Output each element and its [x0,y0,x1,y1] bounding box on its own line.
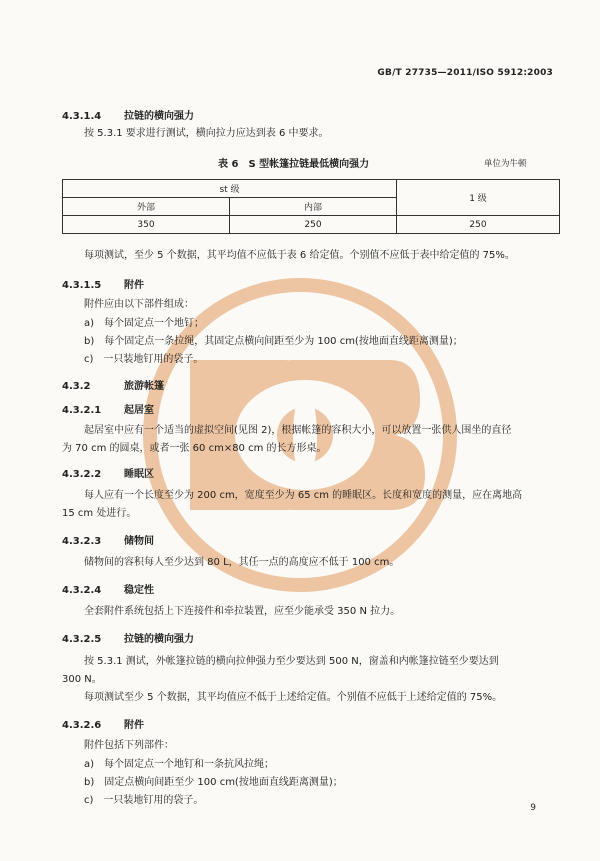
paragraph: 按 5.3.1 要求进行测试，横向拉力应达到表 6 中要求。 [84,128,329,139]
list-item: c) 一只装地钉用的袋子。 [84,795,204,806]
page-number: 9 [530,803,536,813]
paragraph: 储物间的容积每人至少达到 80 L，其任一点的高度应不低于 100 cm。 [84,557,400,568]
paragraph: 附件包括下列部件： [84,740,174,751]
paragraph-line: 为 70 cm 的圆桌，或者一张 60 cm×80 cm 的长方形桌。 [62,443,327,454]
paragraph-line: 15 cm 处进行。 [62,508,137,519]
section-heading-4-3-2-4: 4.3.2.4 稳定性 [62,585,154,596]
standard-number-header: GB/T 27735—2011/ISO 5912:2003 [377,68,553,78]
paragraph: 附件应由以下部件组成： [84,299,194,310]
table-cell: 250 [397,216,560,234]
table-header-1: 1 级 [397,180,560,216]
list-item: c) 一只装地钉用的袋子。 [84,354,204,365]
section-heading-4-3-1-4: 4.3.1.4 拉链的横向强力 [62,111,194,122]
section-heading-4-3-2: 4.3.2 旅游帐篷 [62,381,164,392]
section-heading-4-3-2-1: 4.3.2.1 起居室 [62,405,154,416]
section-heading-4-3-2-6: 4.3.2.6 附件 [62,720,144,731]
table-unit: 单位为牛顿 [484,159,527,169]
list-item: b) 固定点横向间距至少 100 cm(按地面直线距离测量)； [84,777,343,788]
table-subheader-outer: 外部 [63,198,230,216]
paragraph-line: 每人应有一个长度至少为 200 cm，宽度至少为 65 cm 的睡眠区。长度和宽度的测量，应在离地高 [84,490,523,501]
list-item: b) 每个固定点一条拉绳，其固定点横向间距至少为 100 cm(按地面直线距离测量)； [84,336,463,347]
section-heading-4-3-1-5: 4.3.1.5 附件 [62,280,144,291]
paragraph: 每项测试，至少 5 个数据，其平均值不应低于表 6 给定值。个别值不应低于表中给定值的 75%。 [84,250,515,261]
paragraph: 每项测试至少 5 个数据，其平均值应不低于上述给定值。个别值不应低于上述给定值的 75%。 [84,692,503,703]
paragraph-line: 按 5.3.1 测试，外帐篷拉链的横向拉伸强力至少要达到 500 N，窗盖和内帐篷拉链至少要达到 [84,656,499,667]
table-header-st: st 级 [63,180,397,198]
table-caption: 表 6 S 型帐篷拉链最低横向强力 [218,159,370,170]
section-heading-4-3-2-2: 4.3.2.2 睡眠区 [62,469,154,480]
paragraph-line: 300 N。 [62,674,102,685]
table-cell: 250 [230,216,397,234]
list-item: a) 每个固定点一个地钉和一条抗风拉绳； [84,759,275,770]
section-heading-4-3-2-5: 4.3.2.5 拉链的横向强力 [62,634,194,645]
table-subheader-inner: 内部 [230,198,397,216]
table-cell: 350 [63,216,230,234]
paragraph: 全套附件系统包括上下连接件和牵拉装置，应至少能承受 350 N 拉力。 [84,606,401,617]
section-heading-4-3-2-3: 4.3.2.3 储物间 [62,536,154,547]
list-item: a) 每个固定点一个地钉； [84,318,205,329]
strength-table [62,179,560,234]
paragraph-line: 起居室中应有一个适当的虚拟空间(见图 2)，根据帐篷的容积大小，可以放置一张供人围坐的直径 [84,425,512,436]
